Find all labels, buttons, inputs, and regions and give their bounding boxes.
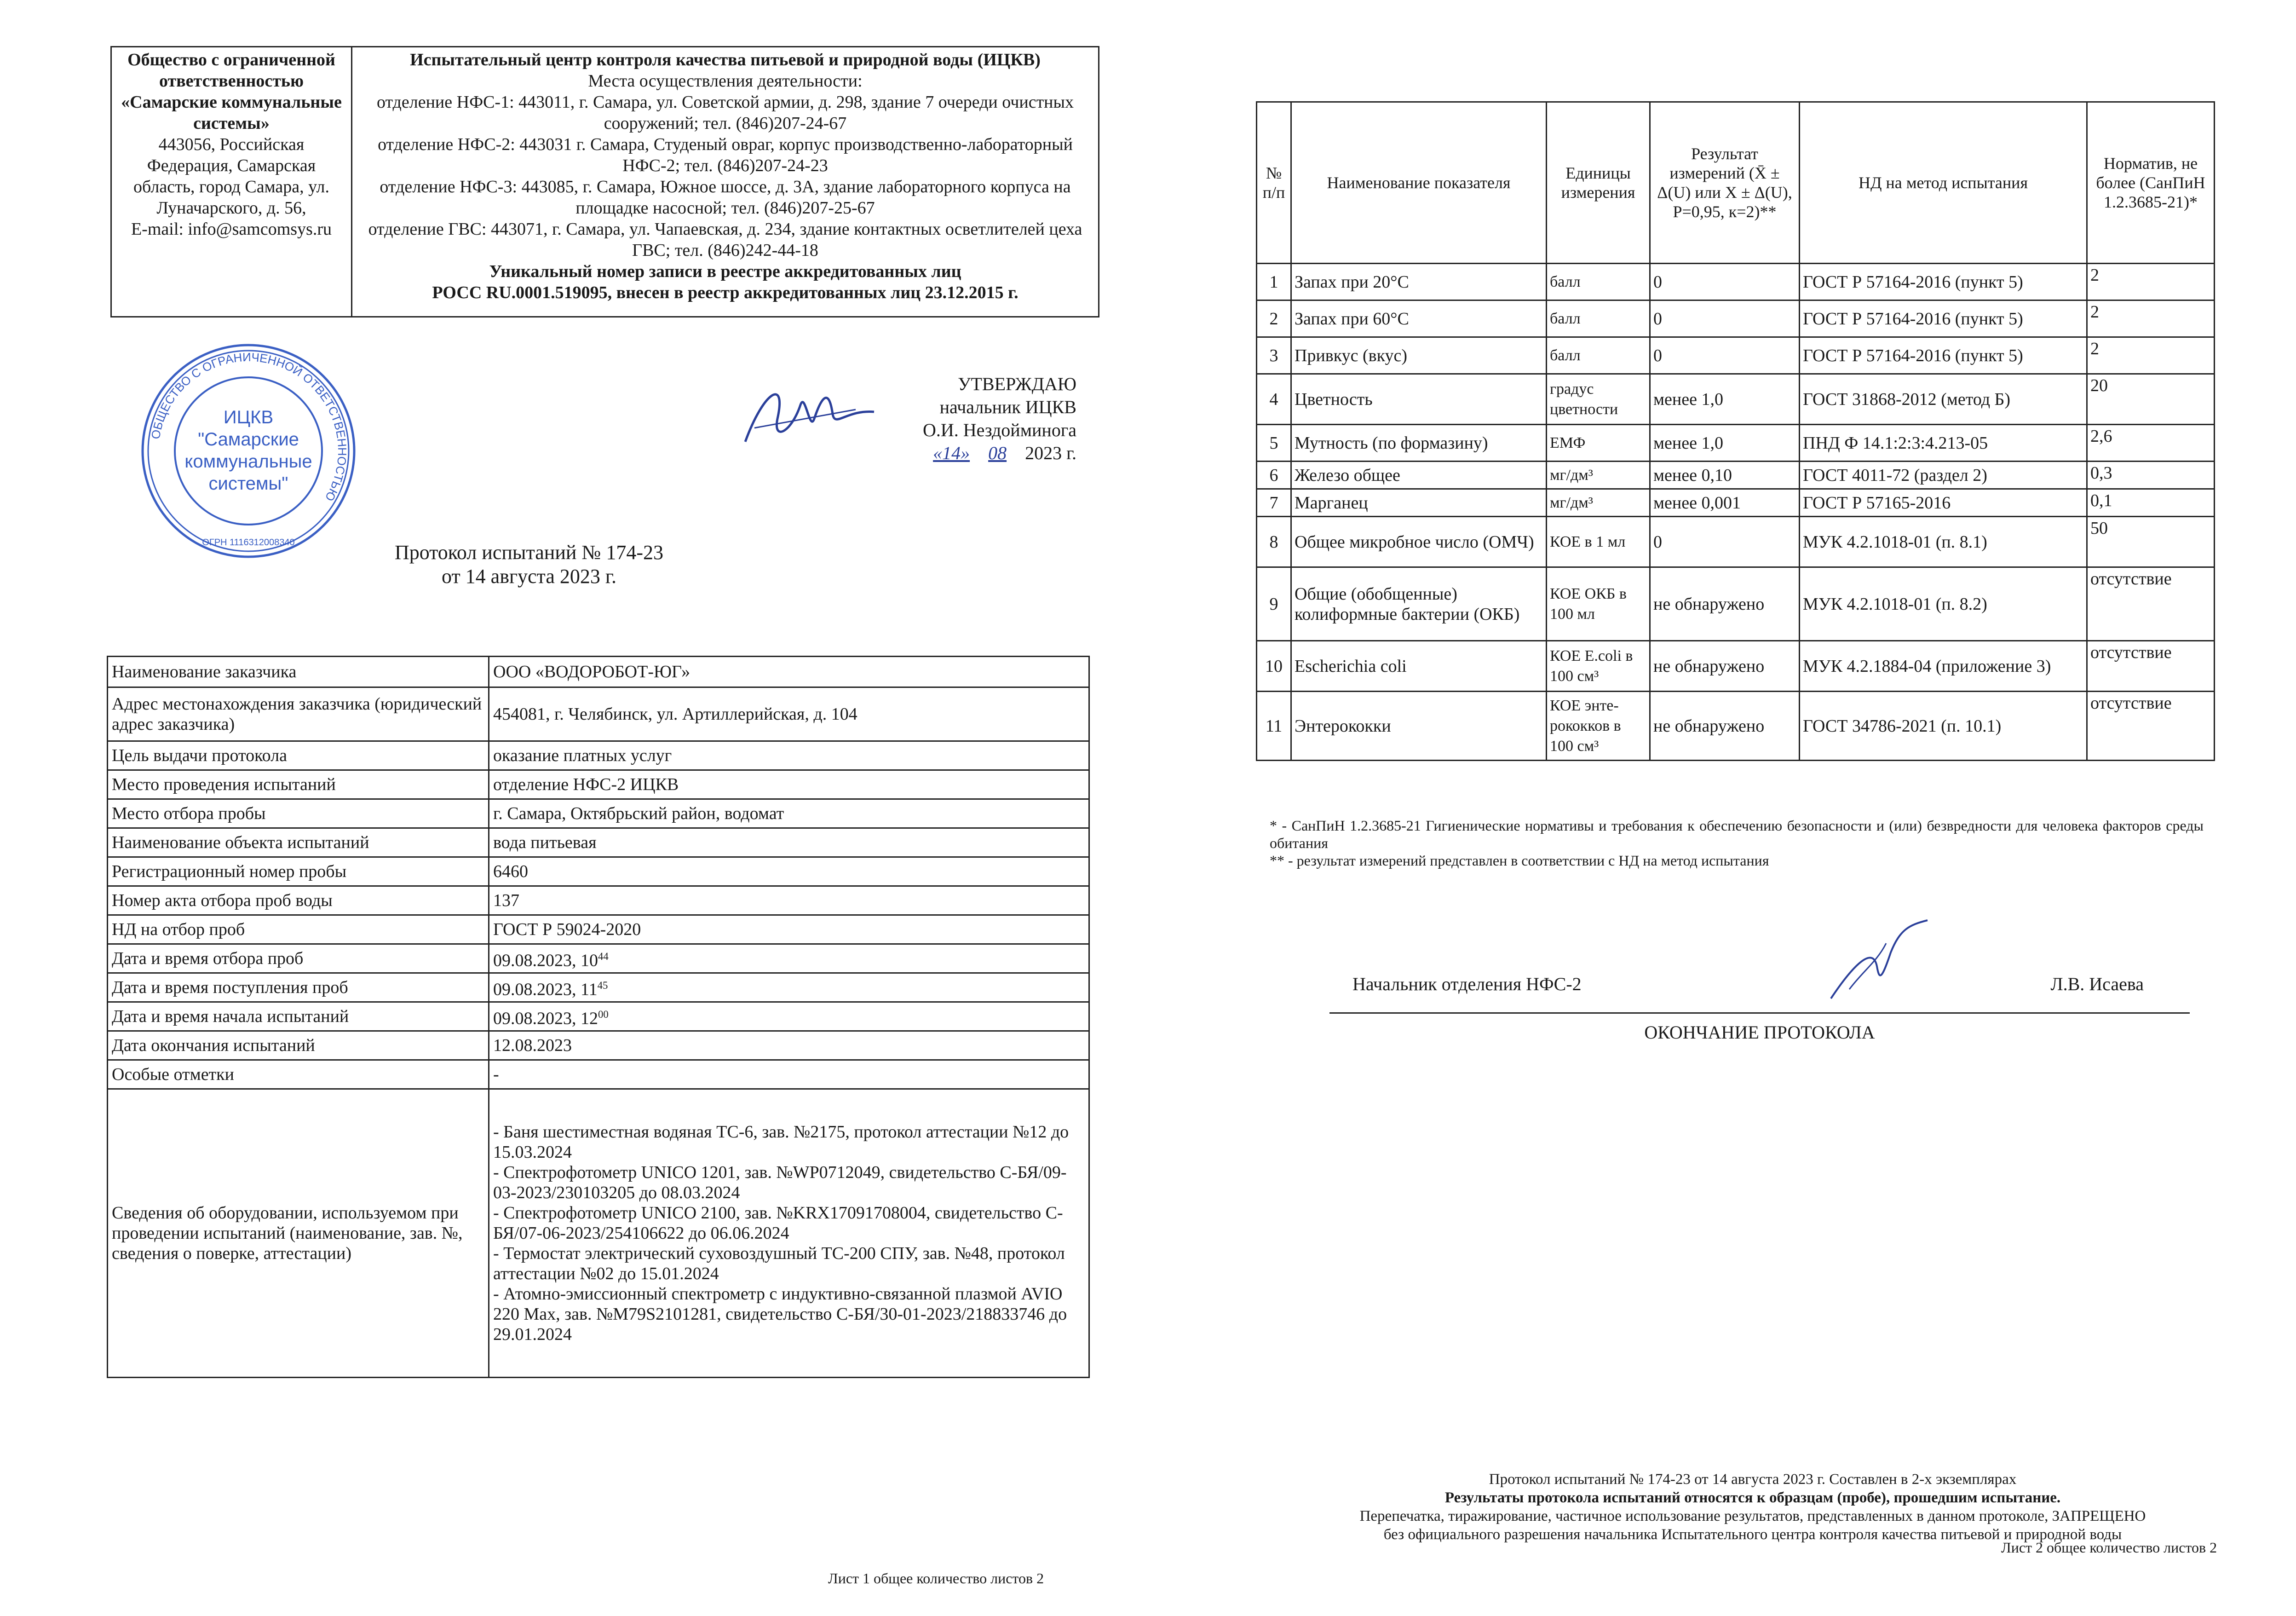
bottom-line-4: без официального разрешения начальника Испытательного центра контроля качества питьевой и природной воды xyxy=(1383,1526,2122,1543)
result-row xyxy=(1257,300,2215,337)
equipment-list xyxy=(489,1089,1089,1378)
result-cell-norm: 20 xyxy=(2087,374,2215,425)
col-header-num: № п/п xyxy=(1257,102,1291,264)
approval-block xyxy=(865,373,1076,465)
info-value-text: 137 xyxy=(493,891,519,910)
page-1-footer: Лист 1 общее количество листов 2 xyxy=(828,1570,1044,1587)
info-row xyxy=(108,687,1089,741)
info-value-minutes: 44 xyxy=(598,950,609,962)
result-cell-name: Мутность (по формазину) xyxy=(1291,425,1547,462)
info-value xyxy=(489,1002,1089,1031)
stamp-line-2: "Самарские xyxy=(198,429,299,450)
result-cell-method: МУК 4.2.1884-04 (приложение 3) xyxy=(1800,641,2087,692)
result-cell-result: 0 xyxy=(1650,300,1800,337)
protocol-title: Протокол испытаний № 174-23 xyxy=(394,541,664,564)
result-cell-norm: 0,3 xyxy=(2087,462,2215,489)
equipment-item: - Спектрофотометр UNICO 2100, зав. №KRX17091708004, свидетельство С-БЯ/07-06-2023/254106622 до 06.06.2024 xyxy=(493,1203,1063,1243)
result-cell-n: 7 xyxy=(1257,489,1291,517)
org-address: 443056, Российская Федерация, Самарская область, город Самара, ул. Луначарского, д. 56, xyxy=(133,135,329,218)
result-cell-name: Общие (обобщенные) колиформные бактерии (ОКБ) xyxy=(1291,567,1547,641)
result-cell-n: 2 xyxy=(1257,300,1291,337)
equipment-item: - Баня шестиместная водяная ТС-6, зав. №2175, протокол аттестации №12 до 15.03.2024 xyxy=(493,1122,1069,1162)
col-header-result: Результат измерений (X̄ ± Δ(U) или X ± Δ(U), P=0,95, к=2)** xyxy=(1650,102,1800,264)
info-value xyxy=(489,886,1089,915)
info-value xyxy=(489,944,1089,973)
result-row xyxy=(1257,462,2215,489)
result-cell-unit: КОЕ ОКБ в 100 мл xyxy=(1547,567,1650,641)
stamp-line-3: коммунальные xyxy=(184,451,312,472)
result-cell-n: 5 xyxy=(1257,425,1291,462)
signoff-row xyxy=(1352,973,2144,995)
ross-number: РОСС RU.0001.519095, внесен в реестр аккредитованных лиц 23.12.2015 г. xyxy=(432,283,1019,302)
info-value xyxy=(489,741,1089,770)
result-cell-method: МУК 4.2.1018-01 (п. 8.2) xyxy=(1800,567,2087,641)
info-row xyxy=(108,770,1089,799)
result-cell-norm: отсутствие xyxy=(2087,567,2215,641)
info-value xyxy=(489,973,1089,1002)
info-row xyxy=(108,1002,1089,1031)
result-cell-unit: КОЕ в 1 мл xyxy=(1547,517,1650,567)
info-key: Номер акта отбора проб воды xyxy=(108,886,489,915)
result-cell-result: 0 xyxy=(1650,517,1800,567)
result-cell-n: 3 xyxy=(1257,337,1291,374)
results-table xyxy=(1256,101,2215,761)
col-header-unit: Единицы измерения xyxy=(1547,102,1650,264)
result-cell-name: Запах при 20°С xyxy=(1291,264,1547,300)
result-cell-norm: 0,1 xyxy=(2087,489,2215,517)
info-row xyxy=(108,1060,1089,1089)
info-key: Дата и время отбора проб xyxy=(108,944,489,973)
result-cell-method: ГОСТ 34786-2021 (п. 10.1) xyxy=(1800,692,2087,761)
info-key: НД на отбор проб xyxy=(108,915,489,944)
branch-3: отделение НФС-3: 443085, г. Самара, Южное шоссе, д. 3А, здание лабораторного корпуса на площадке насосной; тел. (846)207-25-67 xyxy=(380,177,1071,218)
approve-month: 08 xyxy=(988,443,1007,463)
footnote-1: * - СанПиН 1.2.3685-21 Гигиенические нормативы и требования к обеспечению безопасности и (или) безвредности для человека факторов среды обитания xyxy=(1270,817,2204,851)
protocol-bottom-note xyxy=(1279,1470,2227,1544)
info-value-text: оказание платных услуг xyxy=(493,746,672,765)
info-value xyxy=(489,828,1089,857)
org-name: Общество с ограниченной ответственностью «Самарские коммунальные системы» xyxy=(121,50,342,133)
result-cell-unit: градус цветности xyxy=(1547,374,1650,425)
result-cell-result: не обнаружено xyxy=(1650,641,1800,692)
approve-title: УТВЕРЖДАЮ xyxy=(958,374,1076,394)
info-value-text: 12.08.2023 xyxy=(493,1036,572,1055)
info-key: Дата окончания испытаний xyxy=(108,1031,489,1060)
result-cell-unit: мг/дм³ xyxy=(1547,489,1650,517)
info-row xyxy=(108,799,1089,828)
director-signature xyxy=(736,364,883,456)
bottom-line-1: Протокол испытаний № 174-23 от 14 августа 2023 г. Составлен в 2-х экземплярах xyxy=(1489,1471,2017,1488)
info-value xyxy=(489,687,1089,741)
result-cell-name: Железо общее xyxy=(1291,462,1547,489)
info-row xyxy=(108,828,1089,857)
signoff-position: Начальник отделения НФС-2 xyxy=(1352,974,1582,994)
result-cell-n: 10 xyxy=(1257,641,1291,692)
result-cell-result: менее 0,10 xyxy=(1650,462,1800,489)
equipment-row xyxy=(108,1089,1089,1378)
approve-day: «14» xyxy=(933,443,970,463)
result-row xyxy=(1257,264,2215,300)
info-value-text: - xyxy=(493,1065,499,1084)
approve-position: начальник ИЦКВ xyxy=(939,397,1076,417)
signoff-divider xyxy=(1329,1012,2190,1014)
info-value xyxy=(489,770,1089,799)
result-cell-name: Энтерококки xyxy=(1291,692,1547,761)
result-cell-n: 11 xyxy=(1257,692,1291,761)
result-row xyxy=(1257,692,2215,761)
result-cell-unit: ЕМФ xyxy=(1547,425,1650,462)
info-row xyxy=(108,857,1089,886)
result-cell-norm: 2 xyxy=(2087,264,2215,300)
result-cell-method: ГОСТ Р 57164-2016 (пункт 5) xyxy=(1800,300,2087,337)
result-cell-method: ГОСТ 31868-2012 (метод Б) xyxy=(1800,374,2087,425)
info-value-text: вода питьевая xyxy=(493,833,597,852)
info-row xyxy=(108,944,1089,973)
info-row xyxy=(108,915,1089,944)
result-row xyxy=(1257,517,2215,567)
branch-2: отделение НФС-2: 443031 г. Самара, Студеный овраг, корпус производственно-лабораторный НФС-2; тел. (846)207-24-23 xyxy=(378,135,1073,175)
organization-cell xyxy=(111,47,352,317)
approve-year: 2023 г. xyxy=(1025,443,1076,463)
info-row xyxy=(108,657,1089,687)
result-cell-name: Привкус (вкус) xyxy=(1291,337,1547,374)
info-value-text: 09.08.2023, 11 xyxy=(493,980,598,999)
info-key: Наименование заказчика xyxy=(108,657,489,687)
col-header-method: НД на метод испытания xyxy=(1800,102,2087,264)
info-value-text: 454081, г. Челябинск, ул. Артиллерийская, д. 104 xyxy=(493,704,857,724)
info-key: Дата и время начала испытаний xyxy=(108,1002,489,1031)
org-email: E-mail: info@samcomsys.ru xyxy=(131,219,332,239)
result-cell-norm: 2 xyxy=(2087,300,2215,337)
protocol-end: ОКОНЧАНИЕ ПРОТОКОЛА xyxy=(1644,1022,1875,1043)
info-row xyxy=(108,1031,1089,1060)
result-cell-result: 0 xyxy=(1650,337,1800,374)
result-cell-result: не обнаружено xyxy=(1650,692,1800,761)
result-row xyxy=(1257,489,2215,517)
equipment-item: - Термостат электрический суховоздушный ТС-200 СПУ, зав. №48, протокол аттестации №02 до 15.01.2024 xyxy=(493,1244,1065,1283)
result-cell-unit: балл xyxy=(1547,337,1650,374)
footnote-2: ** - результат измерений представлен в соответствии с НД на метод испытания xyxy=(1270,852,1769,869)
result-cell-method: ГОСТ Р 57164-2016 (пункт 5) xyxy=(1800,337,2087,374)
footnotes xyxy=(1270,817,2204,869)
col-header-name: Наименование показателя xyxy=(1291,102,1547,264)
stamp-line-4: системы" xyxy=(208,473,288,494)
info-value xyxy=(489,1060,1089,1089)
info-row xyxy=(108,741,1089,770)
info-row xyxy=(108,886,1089,915)
col-header-norm: Норматив, не более (СанПиН 1.2.3685-21)* xyxy=(2087,102,2215,264)
result-cell-n: 1 xyxy=(1257,264,1291,300)
center-cell xyxy=(352,47,1099,317)
result-cell-name: Общее микробное число (ОМЧ) xyxy=(1291,517,1547,567)
info-value-minutes: 45 xyxy=(597,979,608,991)
info-value-text: 09.08.2023, 10 xyxy=(493,951,598,970)
approve-date xyxy=(865,442,1076,465)
protocol-title-block xyxy=(276,541,782,589)
result-cell-method: МУК 4.2.1018-01 (п. 8.1) xyxy=(1800,517,2087,567)
result-cell-unit: балл xyxy=(1547,300,1650,337)
info-value-text: 09.08.2023, 12 xyxy=(493,1009,598,1028)
info-value xyxy=(489,915,1089,944)
result-cell-unit: балл xyxy=(1547,264,1650,300)
result-cell-name: Марганец xyxy=(1291,489,1547,517)
bottom-line-3: Перепечатка, тиражирование, частичное использование результатов, представленных в данном протоколе, ЗАПРЕЩЕНО xyxy=(1359,1508,2146,1524)
result-row xyxy=(1257,567,2215,641)
info-value xyxy=(489,857,1089,886)
result-cell-norm: 50 xyxy=(2087,517,2215,567)
info-value-text: ГОСТ Р 59024-2020 xyxy=(493,920,641,939)
info-key: Адрес местонахождения заказчика (юридический адрес заказчика) xyxy=(108,687,489,741)
result-cell-norm: отсутствие xyxy=(2087,692,2215,761)
result-cell-method: ПНД Ф 14.1:2:3:4.213-05 xyxy=(1800,425,2087,462)
info-key: Дата и время поступления проб xyxy=(108,973,489,1002)
result-cell-result: 0 xyxy=(1650,264,1800,300)
result-cell-name: Запах при 60°С xyxy=(1291,300,1547,337)
signoff-name: Л.В. Исаева xyxy=(2050,974,2144,994)
result-cell-method: ГОСТ Р 57165-2016 xyxy=(1800,489,2087,517)
unique-number: Уникальный номер записи в реестре аккредитованных лиц xyxy=(489,262,961,281)
result-cell-name: Escherichia coli xyxy=(1291,641,1547,692)
sample-info-table xyxy=(107,656,1090,1378)
info-key: Регистрационный номер пробы xyxy=(108,857,489,886)
protocol-date: от 14 августа 2023 г. xyxy=(442,565,616,588)
info-value-text: 6460 xyxy=(493,862,528,881)
equipment-item: - Спектрофотометр UNICO 1201, зав. №WP0712049, свидетельство С-БЯ/09-03-2023/230103205 до 08.03.2024 xyxy=(493,1163,1067,1202)
info-key: Место отбора пробы xyxy=(108,799,489,828)
result-cell-unit: мг/дм³ xyxy=(1547,462,1650,489)
organization-stamp xyxy=(138,341,359,561)
result-cell-result: не обнаружено xyxy=(1650,567,1800,641)
info-value-text: отделение НФС-2 ИЦКВ xyxy=(493,775,679,794)
result-cell-method: ГОСТ Р 57164-2016 (пункт 5) xyxy=(1800,264,2087,300)
page-2-footer: Лист 2 общее количество листов 2 xyxy=(2001,1539,2217,1556)
result-cell-n: 6 xyxy=(1257,462,1291,489)
info-key: Место проведения испытаний xyxy=(108,770,489,799)
stamp-line-1: ИЦКВ xyxy=(223,407,274,427)
info-value-text: г. Самара, Октябрьский район, водомат xyxy=(493,804,784,823)
result-row xyxy=(1257,337,2215,374)
info-value xyxy=(489,1031,1089,1060)
bottom-line-2: Результаты протокола испытаний относятся к образцам (пробе), прошедшим испытание. xyxy=(1444,1489,2061,1506)
places-label: Места осуществления деятельности: xyxy=(588,71,863,91)
approve-name: О.И. Нездойминога xyxy=(922,420,1076,440)
result-cell-unit: КОЕ энте-рококков в 100 см³ xyxy=(1547,692,1650,761)
header-table xyxy=(110,46,1099,317)
result-cell-result: менее 1,0 xyxy=(1650,425,1800,462)
info-row xyxy=(108,973,1089,1002)
info-value-minutes: 00 xyxy=(598,1008,609,1020)
result-cell-n: 9 xyxy=(1257,567,1291,641)
result-cell-result: менее 1,0 xyxy=(1650,374,1800,425)
info-value xyxy=(489,657,1089,687)
info-value xyxy=(489,799,1089,828)
info-key: Особые отметки xyxy=(108,1060,489,1089)
branch-gvs: отделение ГВС: 443071, г. Самара, ул. Чапаевская, д. 234, здание контактных осветлителей цеха ГВС; тел. (846)242-44-18 xyxy=(368,219,1082,260)
result-cell-norm: отсутствие xyxy=(2087,641,2215,692)
equipment-item: - Атомно-эмиссионный спектрометр с индуктивно-связанной плазмой AVIO 220 Max, зав. №M79S2101281, свидетельство С-БЯ/30-01-2023/218833746 до 29.01.2024 xyxy=(493,1284,1067,1344)
result-cell-method: ГОСТ 4011-72 (раздел 2) xyxy=(1800,462,2087,489)
stamp-ogrn: ОГРН 1116312008340 xyxy=(202,537,295,548)
stamp-outer-arc: ОБЩЕСТВО С ОГРАНИЧЕННОЙ ОТВЕТСТВЕННОСТЬЮ xyxy=(148,350,350,504)
result-cell-norm: 2,6 xyxy=(2087,425,2215,462)
result-cell-n: 8 xyxy=(1257,517,1291,567)
center-name: Испытательный центр контроля качества питьевой и природной воды (ИЦКВ) xyxy=(410,50,1041,69)
info-key: Наименование объекта испытаний xyxy=(108,828,489,857)
result-cell-result: менее 0,001 xyxy=(1650,489,1800,517)
result-row xyxy=(1257,425,2215,462)
info-key: Цель выдачи протокола xyxy=(108,741,489,770)
result-row xyxy=(1257,374,2215,425)
equipment-label: Сведения об оборудовании, используемом при проведении испытаний (наименование, зав. №, сведения о поверке, аттестации) xyxy=(108,1089,489,1378)
result-cell-unit: КОЕ E.coli в 100 см³ xyxy=(1547,641,1650,692)
branch-1: отделение НФС-1: 443011, г. Самара, ул. Советской армии, д. 298, здание 7 очереди очистных сооружений; тел. (846)207-24-67 xyxy=(376,92,1074,133)
info-value-text: ООО «ВОДОРОБОТ-ЮГ» xyxy=(493,662,691,681)
result-cell-norm: 2 xyxy=(2087,337,2215,374)
result-cell-name: Цветность xyxy=(1291,374,1547,425)
result-cell-n: 4 xyxy=(1257,374,1291,425)
result-row xyxy=(1257,641,2215,692)
